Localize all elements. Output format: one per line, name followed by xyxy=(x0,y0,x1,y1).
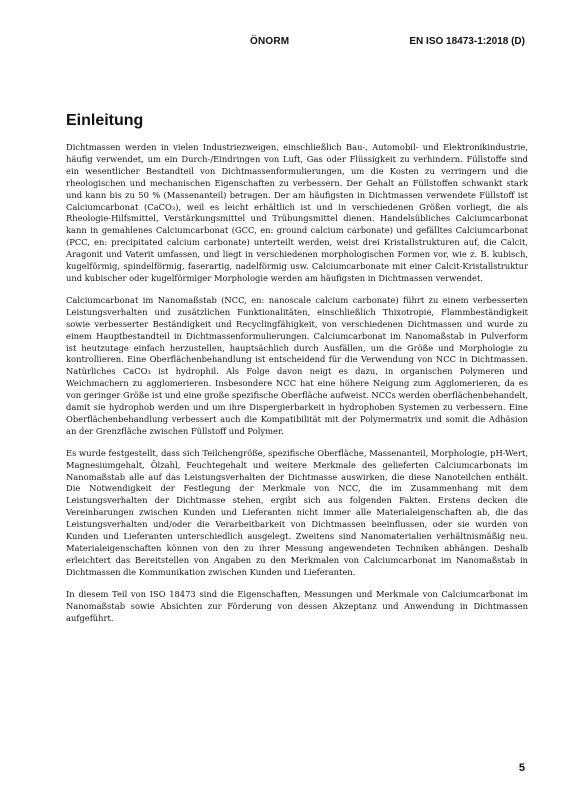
paragraph-3: Es wurde festgestellt, dass sich Teilchengröße, spezifische Oberfläche, Massenanteil, Morphologie, pH-Wert, Magnesiumgehalt, Ölzahl, Feuchtegehalt und weitere Merkmale des gelieferten Calciumcarbonats im Nanomaßstab alle auf das Leistungsverhalten der Dichtmasse auswirken, die diese Nanoteilchen enthält. Die Notwendigkeit der Festlegung der Merkmale von NCC, die im Zusammenhang mit dem Leistungsverhalten der Dichtmasse stehen, ergibt sich aus folgenden Fakten. Erstens decken die Vereinbarungen zwischen Kunden und Lieferanten nicht immer alle Materialeigenschaften ab, die das Leistungsverhalten und/oder die Verarbeitbarkeit von Dichtmassen beeinflussen, oder sie wurden von Kunden und Lieferanten unterschiedlich ausgelegt. Zweitens sind Nanomaterialien verhältnismäßig neu. Materialeigenschaften können von den zu ihrer Messung angewendeten Techniken abhängen. Deshalb erleichtert das Bereitstellen von Angaben zu den Merkmalen von Calciumcarbonat im Nanomaßstab in Dichtmassen die Kommunikation zwischen Kunden und Lieferanten. xyxy=(66,447,528,577)
page-number: 5 xyxy=(518,762,525,774)
paragraph-2: Calciumcarbonat im Nanomaßstab (NCC, en: nanoscale calcium carbonate) führt zu einem verbesserten Leistungsverhalten und zusätzlichen Funktionalitäten, einschließlich Thixotropie, Flammbeständigkeit sowie verbesserter Beständigkeit und Recyclingfähigkeit, von verschiedenen Dichtmassen und wurde zu einem Hauptbestandteil in Dichtmassenformulierungen. Calciumcarbonat im Nanomaßstab in Pulverform ist heutzutage einfach herzustellen, hauptsächlich durch Ausfällen, um die Größe und Morphologie zu kontrollieren. Eine Oberflächenbehandlung ist entscheidend für die Verwendung von NCC in Dichtmassen. Natürliches CaCO₃ ist hydrophil. Als Folge davon neigt es dazu, in organischen Polymeren und Weichmachern zu agglomerieren. Insbesondere NCC hat eine höhere Neigung zum Agglomerieren, da es von geringer Größe ist und eine große spezifische Oberfläche aufweist. NCCs werden oberflächenbehandelt, damit sie hydrophob werden und um ihre Dispergierbarkeit in hydrophoben Systemen zu verbessern. Eine Oberflächenbehandlung verbessert auch die Kompatibilität mit der Polymermatrix und somit die Adhäsion an der Grenzfläche zwischen Füllstoff und Polymer. xyxy=(66,294,528,436)
section-title: Einleitung xyxy=(66,112,144,129)
header-standard-id: EN ISO 18473-1:2018 (D) xyxy=(409,36,525,47)
paragraph-1: Dichtmassen werden in vielen Industriezweigen, einschließlich Bau-, Automobil- und Elektronikindustrie, häufig verwendet, um ein Durch-/Eindringen von Luft, Gas oder Flüssigkeit zu verhindern. Füllstoffe sind ein wesentlicher Bestandteil von Dichtmassenformulierungen, um die Kosten zu verringern und die rheologischen und mechanischen Eigenschaften zu verbessern. Der Gehalt an Füllstoffen schwankt stark und kann bis zu 50 % (Massenanteil) betragen. Der am häufigsten in Dichtmassen verwendete Füllstoff ist Calciumcarbonat (CaCO₃), weil es leicht erhältlich ist und in verschiedenen Größen vorliegt, die als Rheologie-Hilfsmittel, Verstärkungsmittel und Trübungsmittel dienen. Handelsübliches Calciumcarbonat kann in gemahlenes Calciumcarbonat (GCC, en: ground calcium carbonate) und gefälltes Calciumcarbonat (PCC, en: precipitated calcium carbonate) unterteilt werden, weist drei Kristallstrukturen auf, die Calcit, Aragonit und Vaterit umfassen, und liegt in verschiedenen morphologischen Formen vor, wie z. B. kubisch, kugelförmig, spindelförmig, faserartig, nadelförmig usw. Calciumcarbonate mit einer Calcit-Kristallstruktur und kubischer oder kugelförmiger Morphologie werden am häufigsten in Dichtmassen verwendet. xyxy=(66,142,528,283)
header-publisher: ÖNORM xyxy=(250,36,290,47)
body-text xyxy=(66,142,528,634)
paragraph-4: In diesem Teil von ISO 18473 sind die Eigenschaften, Messungen und Merkmale von Calciumcarbonat im Nanomaßstab sowie Absichten zur Förderung von dessen Akzeptanz und Anwendung in Dichtmassen aufgeführt. xyxy=(66,588,528,623)
